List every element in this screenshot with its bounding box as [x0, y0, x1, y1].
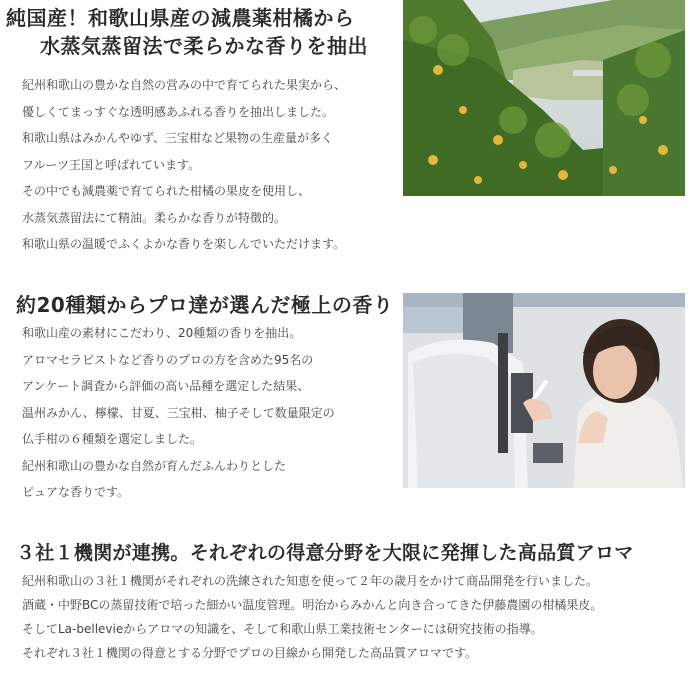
text-line: 優しくてまっすぐな透明感あふれる香りを抽出しました。	[22, 104, 335, 119]
text-line: 和歌山産の素材にこだわり、20種類の香りを抽出。	[22, 326, 302, 340]
text-line: 温州みかん、檸檬、甘夏、三宝柑、柚子そして数量限定の	[22, 405, 335, 420]
text-line: 水蒸気蒸留法にて精油。柔らかな香りが特徴的。	[22, 210, 287, 225]
section2-heading: 約20種類からプロ達が選んだ極上の香り	[16, 293, 394, 317]
text-line: それぞれ３社１機関の得意とする分野でプロの目線から開発した高品質アロマです。	[22, 646, 478, 660]
text-line: そしてLa-bellevieからアロマの知識を、そして和歌山県工業技術センターには研究技術の指導。	[22, 622, 543, 636]
section1-heading-line2: 水蒸気蒸留法で柔らかな香りを抽出	[40, 34, 368, 58]
section3-heading: ３社１機関が連携。それぞれの得意分野を大限に発揮した高品質アロマ	[16, 542, 634, 564]
text-line: 紀州和歌山の３社１機関がそれぞれの洗練された知恵を使って２年の歳月をかけて商品開発を行いました。	[22, 574, 599, 588]
text-line: 和歌山県はみかんやゆず、三宝柑など果物の生産量が多く	[22, 131, 334, 145]
text-line: 仏手柑の６種類を選定しました。	[22, 432, 203, 446]
researcher-photo	[403, 293, 685, 488]
section2-paragraph	[22, 320, 335, 506]
text-line: フルーツ王国と呼ばれています。	[22, 157, 201, 172]
section1-paragraph	[22, 72, 346, 258]
text-line: ピュアな香りです。	[22, 485, 130, 499]
text-line: 酒蔵・中野BCの蒸留技術で培った細かい温度管理。明治からみかんと向き合ってきた伊藤農園の柑橘果皮。	[22, 598, 603, 612]
text-line: 和歌山県の温暖でふくよかな香りを楽しんでいただけます。	[22, 237, 346, 251]
text-line: その中でも減農薬で育てられた柑橘の果皮を使用し、	[22, 184, 311, 198]
section1-heading-line1: 純国産！和歌山県産の減農薬柑橘から	[6, 6, 355, 30]
section3-paragraph	[22, 569, 602, 665]
text-line: アンケート調査から評価の高い品種を選定した結果、	[22, 379, 310, 393]
orchard-photo	[403, 0, 685, 196]
text-line: アロマセラピストなど香りのプロの方を含めた95名の	[22, 352, 314, 367]
text-line: 紀州和歌山の豊かな自然の営みの中で育てられた果実から、	[22, 78, 347, 92]
text-line: 紀州和歌山の豊かな自然が育んだふんわりとした	[22, 458, 287, 473]
